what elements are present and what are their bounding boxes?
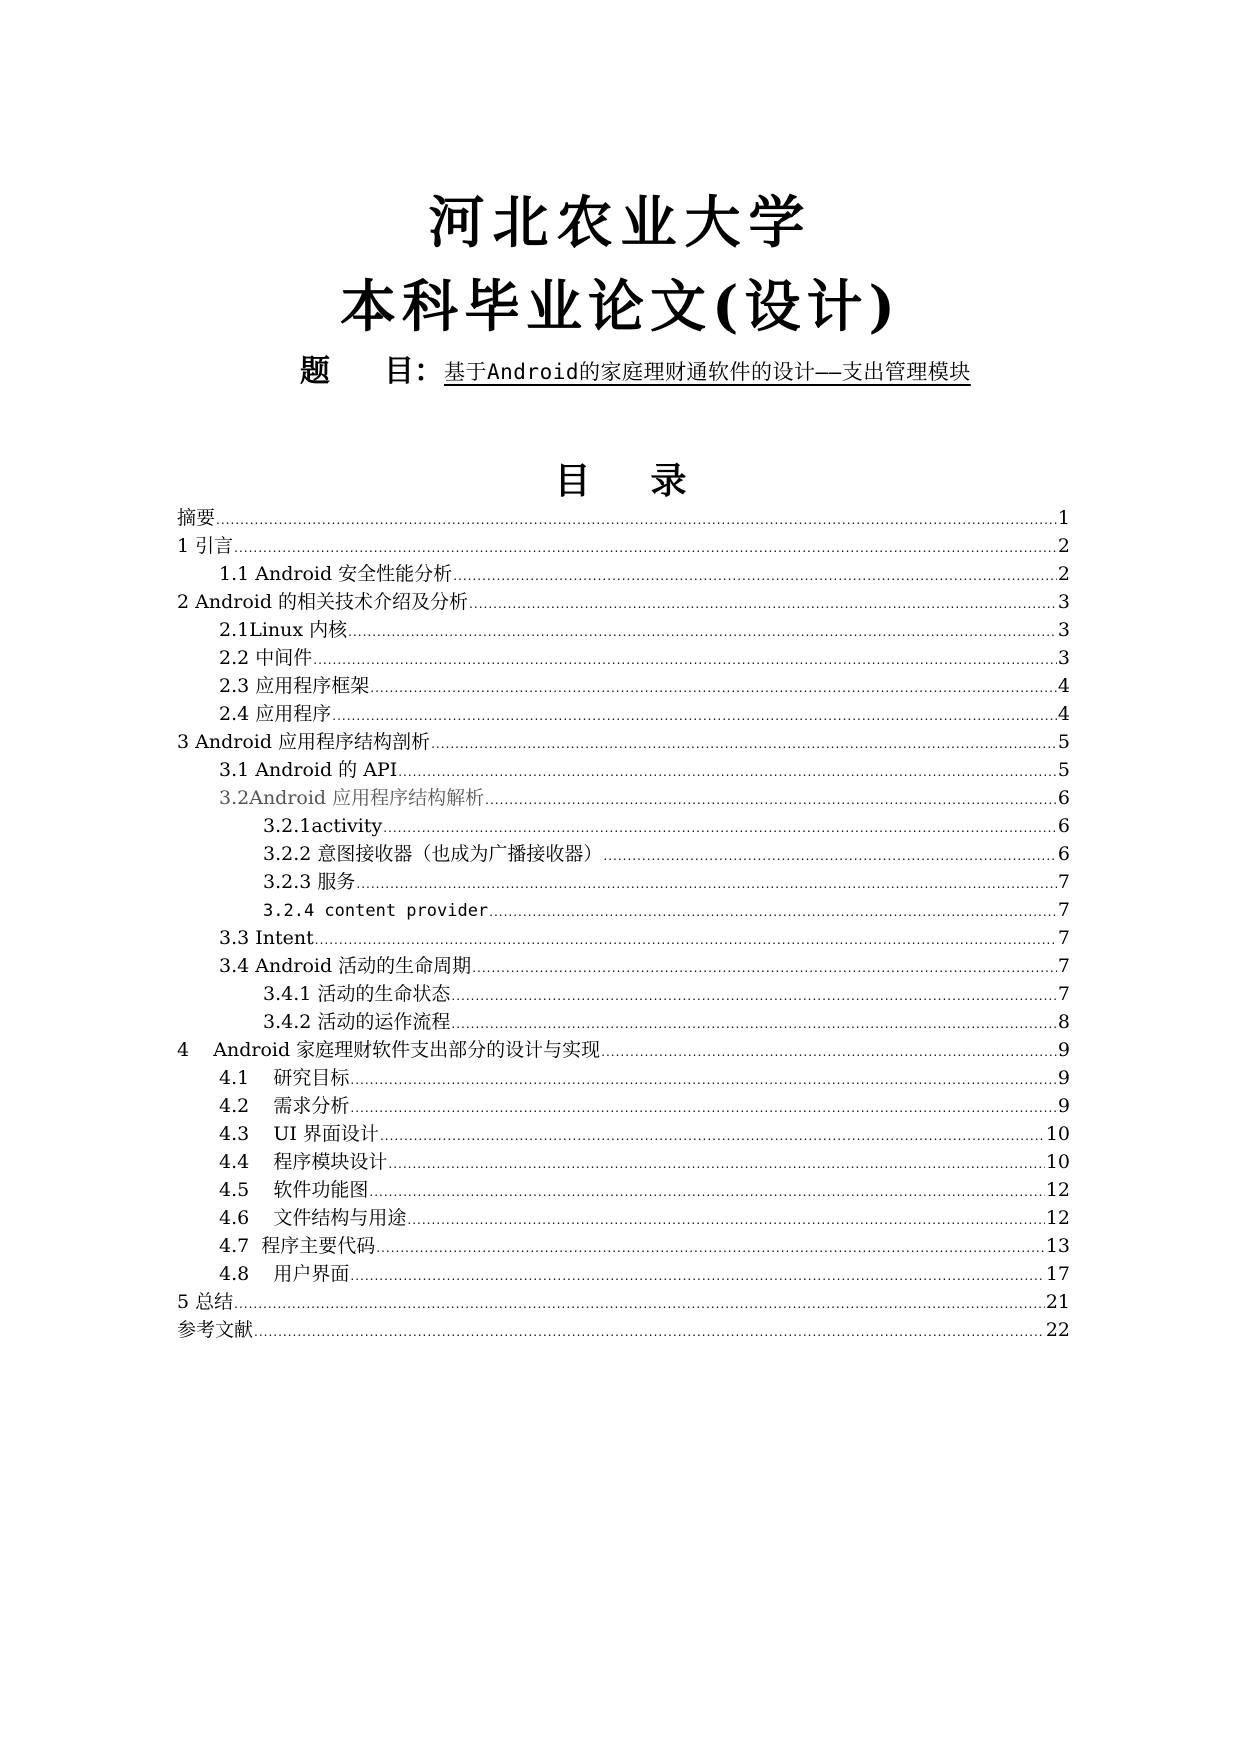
toc-entry-title: 3.2.3 服务 (263, 871, 356, 893)
toc-entry-title: 2.4 应用程序 (219, 703, 332, 725)
toc-entry-title: 1.1 Android 安全性能分析 (219, 563, 453, 585)
toc-entry-page: 6 (1057, 787, 1070, 809)
toc-entry-page: 1 (1057, 507, 1070, 529)
toc-entry (177, 1092, 1070, 1120)
toc-entry-page: 2 (1057, 563, 1070, 585)
toc-entry-title: 2.3 应用程序框架 (219, 675, 370, 697)
toc-leader-dots (601, 1038, 1057, 1066)
toc-entry-title: 4 Android 家庭理财软件支出部分的设计与实现 (177, 1039, 601, 1061)
toc-entry-page: 7 (1057, 871, 1070, 893)
toc-entry-page: 3 (1057, 647, 1070, 669)
toc-entry-title: 4.4 程序模块设计 (219, 1151, 388, 1173)
toc-entry-title: 3.2Android 应用程序结构解析 (219, 787, 485, 809)
toc-entry (177, 1288, 1070, 1316)
toc-entry-page: 9 (1057, 1039, 1070, 1061)
toc-entry-page: 9 (1057, 1095, 1070, 1117)
toc-entry (177, 952, 1070, 980)
toc-entry (177, 560, 1070, 588)
toc-entry-title: 5 总结 (177, 1291, 234, 1313)
toc-entry-title: 1 引言 (177, 535, 234, 557)
toc-leader-dots (370, 674, 1057, 702)
toc-entry-title: 3 Android 应用程序结构剖析 (177, 731, 431, 753)
toc-entry-title: 3.4.1 活动的生命状态 (263, 983, 451, 1005)
toc-entry (177, 756, 1070, 784)
toc-entry (177, 1008, 1070, 1036)
toc-entry (177, 980, 1070, 1008)
toc-entry-page: 21 (1045, 1291, 1070, 1313)
toc-entry-page: 7 (1057, 899, 1070, 921)
toc-entry (177, 644, 1070, 672)
toc-entry-page: 3 (1057, 619, 1070, 641)
toc-entry (177, 1232, 1070, 1260)
toc-entry (177, 840, 1070, 868)
toc-leader-dots (234, 534, 1057, 562)
toc-leader-dots (398, 758, 1057, 786)
toc-entry (177, 672, 1070, 700)
toc-entry-page: 8 (1057, 1011, 1070, 1033)
toc-entry (177, 896, 1070, 924)
toc-entry (177, 1260, 1070, 1288)
toc-entry-page: 7 (1057, 927, 1070, 949)
toc-entry-page: 12 (1045, 1207, 1070, 1229)
toc-entry-page: 6 (1057, 843, 1070, 865)
table-of-contents (177, 504, 1070, 1344)
toc-entry-title: 4.6 文件结构与用途 (219, 1207, 407, 1229)
toc-entry (177, 728, 1070, 756)
toc-entry (177, 504, 1070, 532)
toc-entry (177, 1148, 1070, 1176)
toc-leader-dots (431, 730, 1057, 758)
toc-leader-dots (451, 982, 1057, 1010)
toc-entry-title: 3.1 Android 的 API (219, 759, 398, 781)
subject-value: 基于Android的家庭理财通软件的设计——支出管理模块 (444, 360, 971, 384)
toc-entry (177, 868, 1070, 896)
toc-entry (177, 1176, 1070, 1204)
toc-entry-title: 4.5 软件功能图 (219, 1179, 369, 1201)
toc-entry (177, 1204, 1070, 1232)
toc-entry (177, 1316, 1070, 1344)
toc-entry-title: 2.1Linux 内核 (219, 619, 348, 641)
toc-entry-title: 4.3 UI 界面设计 (219, 1123, 379, 1145)
toc-entry-page: 3 (1057, 591, 1070, 613)
toc-entry-page: 4 (1057, 703, 1070, 725)
toc-entry-page: 2 (1057, 535, 1070, 557)
toc-entry-page: 10 (1045, 1151, 1070, 1173)
thesis-subject (300, 352, 977, 392)
toc-entry-title: 3.2.1activity (263, 815, 383, 837)
toc-leader-dots (469, 590, 1057, 618)
toc-entry-title: 参考文献 (177, 1319, 254, 1341)
toc-entry (177, 784, 1070, 812)
toc-entry-title: 4.7 程序主要代码 (219, 1235, 376, 1257)
toc-entry-title: 4.1 研究目标 (219, 1067, 350, 1089)
toc-heading-part-2: 录 (650, 460, 687, 502)
toc-entry-title: 3.2.2 意图接收器（也成为广播接收器） (263, 843, 603, 865)
toc-entry (177, 924, 1070, 952)
toc-leader-dots (369, 1178, 1044, 1206)
toc-entry (177, 812, 1070, 840)
toc-entry-title: 3.3 Intent (219, 927, 314, 949)
toc-leader-dots (254, 1318, 1045, 1346)
toc-entry-title: 3.4 Android 活动的生命周期 (219, 955, 472, 977)
toc-leader-dots (348, 618, 1057, 646)
toc-entry (177, 1120, 1070, 1148)
toc-entry-title: 2.2 中间件 (219, 647, 313, 669)
toc-leader-dots (451, 1010, 1057, 1038)
toc-leader-dots (216, 506, 1057, 534)
toc-entry-page: 5 (1057, 759, 1070, 781)
toc-leader-dots (356, 870, 1057, 898)
toc-entry-title: 4.8 用户界面 (219, 1263, 350, 1285)
toc-entry-page: 10 (1045, 1123, 1070, 1145)
toc-leader-dots (234, 1290, 1045, 1318)
toc-entry-page: 7 (1057, 983, 1070, 1005)
toc-entry-page: 6 (1057, 815, 1070, 837)
toc-leader-dots (350, 1066, 1057, 1094)
toc-leader-dots (350, 1262, 1044, 1290)
university-name: 河北农业大学 (428, 190, 813, 256)
toc-heading-part-1: 目 (554, 460, 591, 502)
toc-leader-dots (388, 1150, 1044, 1178)
toc-entry-title: 4.2 需求分析 (219, 1095, 350, 1117)
toc-leader-dots (472, 954, 1057, 982)
toc-heading (0, 456, 1241, 506)
toc-entry-page: 7 (1057, 955, 1070, 977)
toc-leader-dots (485, 786, 1057, 814)
toc-leader-dots (380, 1122, 1045, 1150)
toc-entry-page: 13 (1045, 1235, 1070, 1257)
toc-entry-page: 12 (1045, 1179, 1070, 1201)
toc-leader-dots (350, 1094, 1057, 1122)
toc-leader-dots (376, 1234, 1045, 1262)
toc-entry-page: 5 (1057, 731, 1070, 753)
toc-entry-title: 2 Android 的相关技术介绍及分析 (177, 591, 469, 613)
toc-entry-title: 摘要 (177, 507, 216, 529)
toc-leader-dots (489, 898, 1057, 926)
thesis-type-title: 本科毕业论文(设计) (340, 274, 901, 340)
subject-label (300, 352, 444, 392)
subject-label-part-1: 题 (300, 354, 330, 389)
toc-leader-dots (315, 926, 1057, 954)
toc-entry (177, 616, 1070, 644)
toc-leader-dots (383, 814, 1057, 842)
toc-entry-page: 17 (1045, 1263, 1070, 1285)
toc-leader-dots (453, 562, 1057, 590)
toc-entry (177, 700, 1070, 728)
toc-leader-dots (407, 1206, 1044, 1234)
toc-entry-page: 4 (1057, 675, 1070, 697)
subject-label-part-2: 目： (384, 354, 444, 389)
toc-leader-dots (313, 646, 1057, 674)
toc-leader-dots (332, 702, 1057, 730)
toc-entry (177, 588, 1070, 616)
toc-entry (177, 1036, 1070, 1064)
toc-entry (177, 1064, 1070, 1092)
toc-entry (177, 532, 1070, 560)
toc-entry-page: 9 (1057, 1067, 1070, 1089)
toc-leader-dots (603, 842, 1057, 870)
toc-entry-title: 3.4.2 活动的运作流程 (263, 1011, 451, 1033)
toc-entry-page: 22 (1045, 1319, 1070, 1341)
toc-entry-title: 3.2.4 content provider (263, 901, 489, 921)
